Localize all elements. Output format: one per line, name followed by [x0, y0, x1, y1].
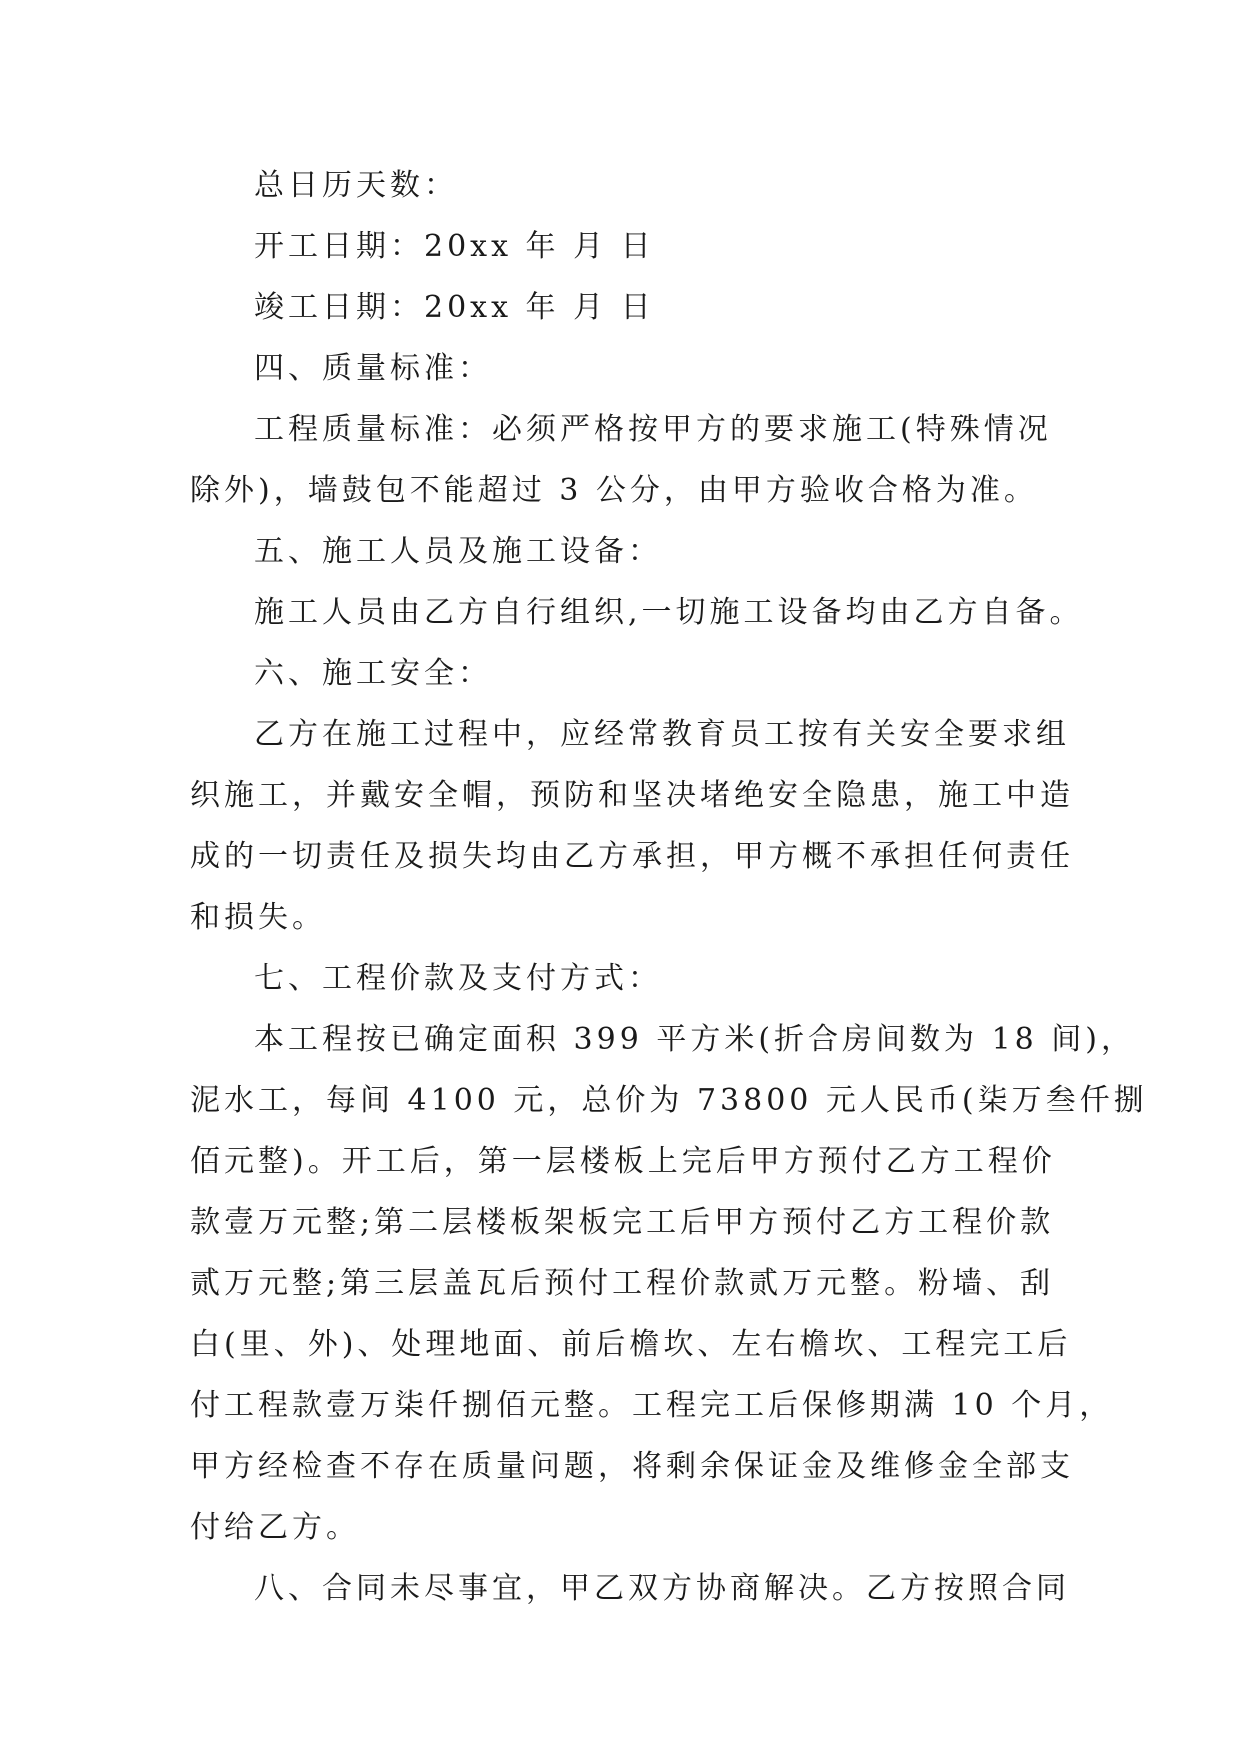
paragraph-safety: [190, 704, 1074, 948]
text-line: 付给乙方。: [190, 1510, 360, 1545]
text-line: 佰元整)。开工后，第一层楼板上完后甲方预付乙方工程价: [190, 1144, 1056, 1179]
text-line: 五、施工人员及施工设备：: [254, 534, 662, 569]
section-heading-personnel: [190, 521, 1050, 582]
text-line: 泥水工，每间 4100 元，总价为 73800 元人民币(柒万叁仟捌: [190, 1083, 1148, 1118]
document-page: [190, 155, 1148, 1619]
text-line: 八、合同未尽事宜，甲乙双方协商解决。乙方按照合同: [254, 1571, 1070, 1606]
text-line: 本工程按已确定面积 399 平方米(折合房间数为 18 间)，: [254, 1022, 1135, 1057]
text-line: 总日历天数：: [254, 168, 458, 203]
text-line: 六、施工安全：: [254, 656, 492, 691]
text-line: 工程质量标准：必须严格按甲方的要求施工(特殊情况: [254, 412, 1052, 447]
paragraph-completion-date: [190, 277, 1050, 338]
section-heading-other-matters: [190, 1558, 1070, 1619]
text-line: 白(里、外)、处理地面、前后檐坎、左右檐坎、工程完工后: [190, 1327, 1072, 1362]
text-line: 付工程款壹万柒仟捌佰元整。工程完工后保修期满 10 个月，: [190, 1388, 1114, 1423]
text-line: 除外)，墙鼓包不能超过 3 公分，由甲方验收合格为准。: [190, 473, 1038, 508]
text-line: 七、工程价款及支付方式：: [254, 961, 662, 996]
text-line: 款壹万元整;第二层楼板架板完工后甲方预付乙方工程价款: [190, 1205, 1055, 1240]
paragraph-personnel: [190, 582, 1084, 643]
text-line: 贰万元整;第三层盖瓦后预付工程价款贰万元整。粉墙、刮: [190, 1266, 1055, 1301]
text-line: 乙方在施工过程中，应经常教育员工按有关安全要求组: [254, 717, 1070, 752]
section-heading-safety: [190, 643, 1050, 704]
text-line: 竣工日期：20xx 年 月 日: [254, 290, 655, 325]
text-line: 四、质量标准：: [254, 351, 492, 386]
section-heading-payment: [190, 948, 1050, 1009]
text-line: 甲方经检查不存在质量问题，将剩余保证金及维修金全部支: [190, 1449, 1074, 1484]
text-line: 织施工，并戴安全帽，预防和坚决堵绝安全隐患，施工中造: [190, 778, 1074, 813]
paragraph-payment: [190, 1009, 1148, 1558]
paragraph-quality-standard: [190, 399, 1050, 521]
paragraph-start-date: [190, 216, 1050, 277]
text-line: 施工人员由乙方自行组织,一切施工设备均由乙方自备。: [254, 595, 1084, 630]
text-line: 开工日期：20xx 年 月 日: [254, 229, 655, 264]
text-line: 成的一切责任及损失均由乙方承担，甲方概不承担任何责任: [190, 839, 1074, 874]
text-line: 和损失。: [190, 900, 326, 935]
section-heading-quality: [190, 338, 1050, 399]
paragraph-total-days: [190, 155, 1050, 216]
